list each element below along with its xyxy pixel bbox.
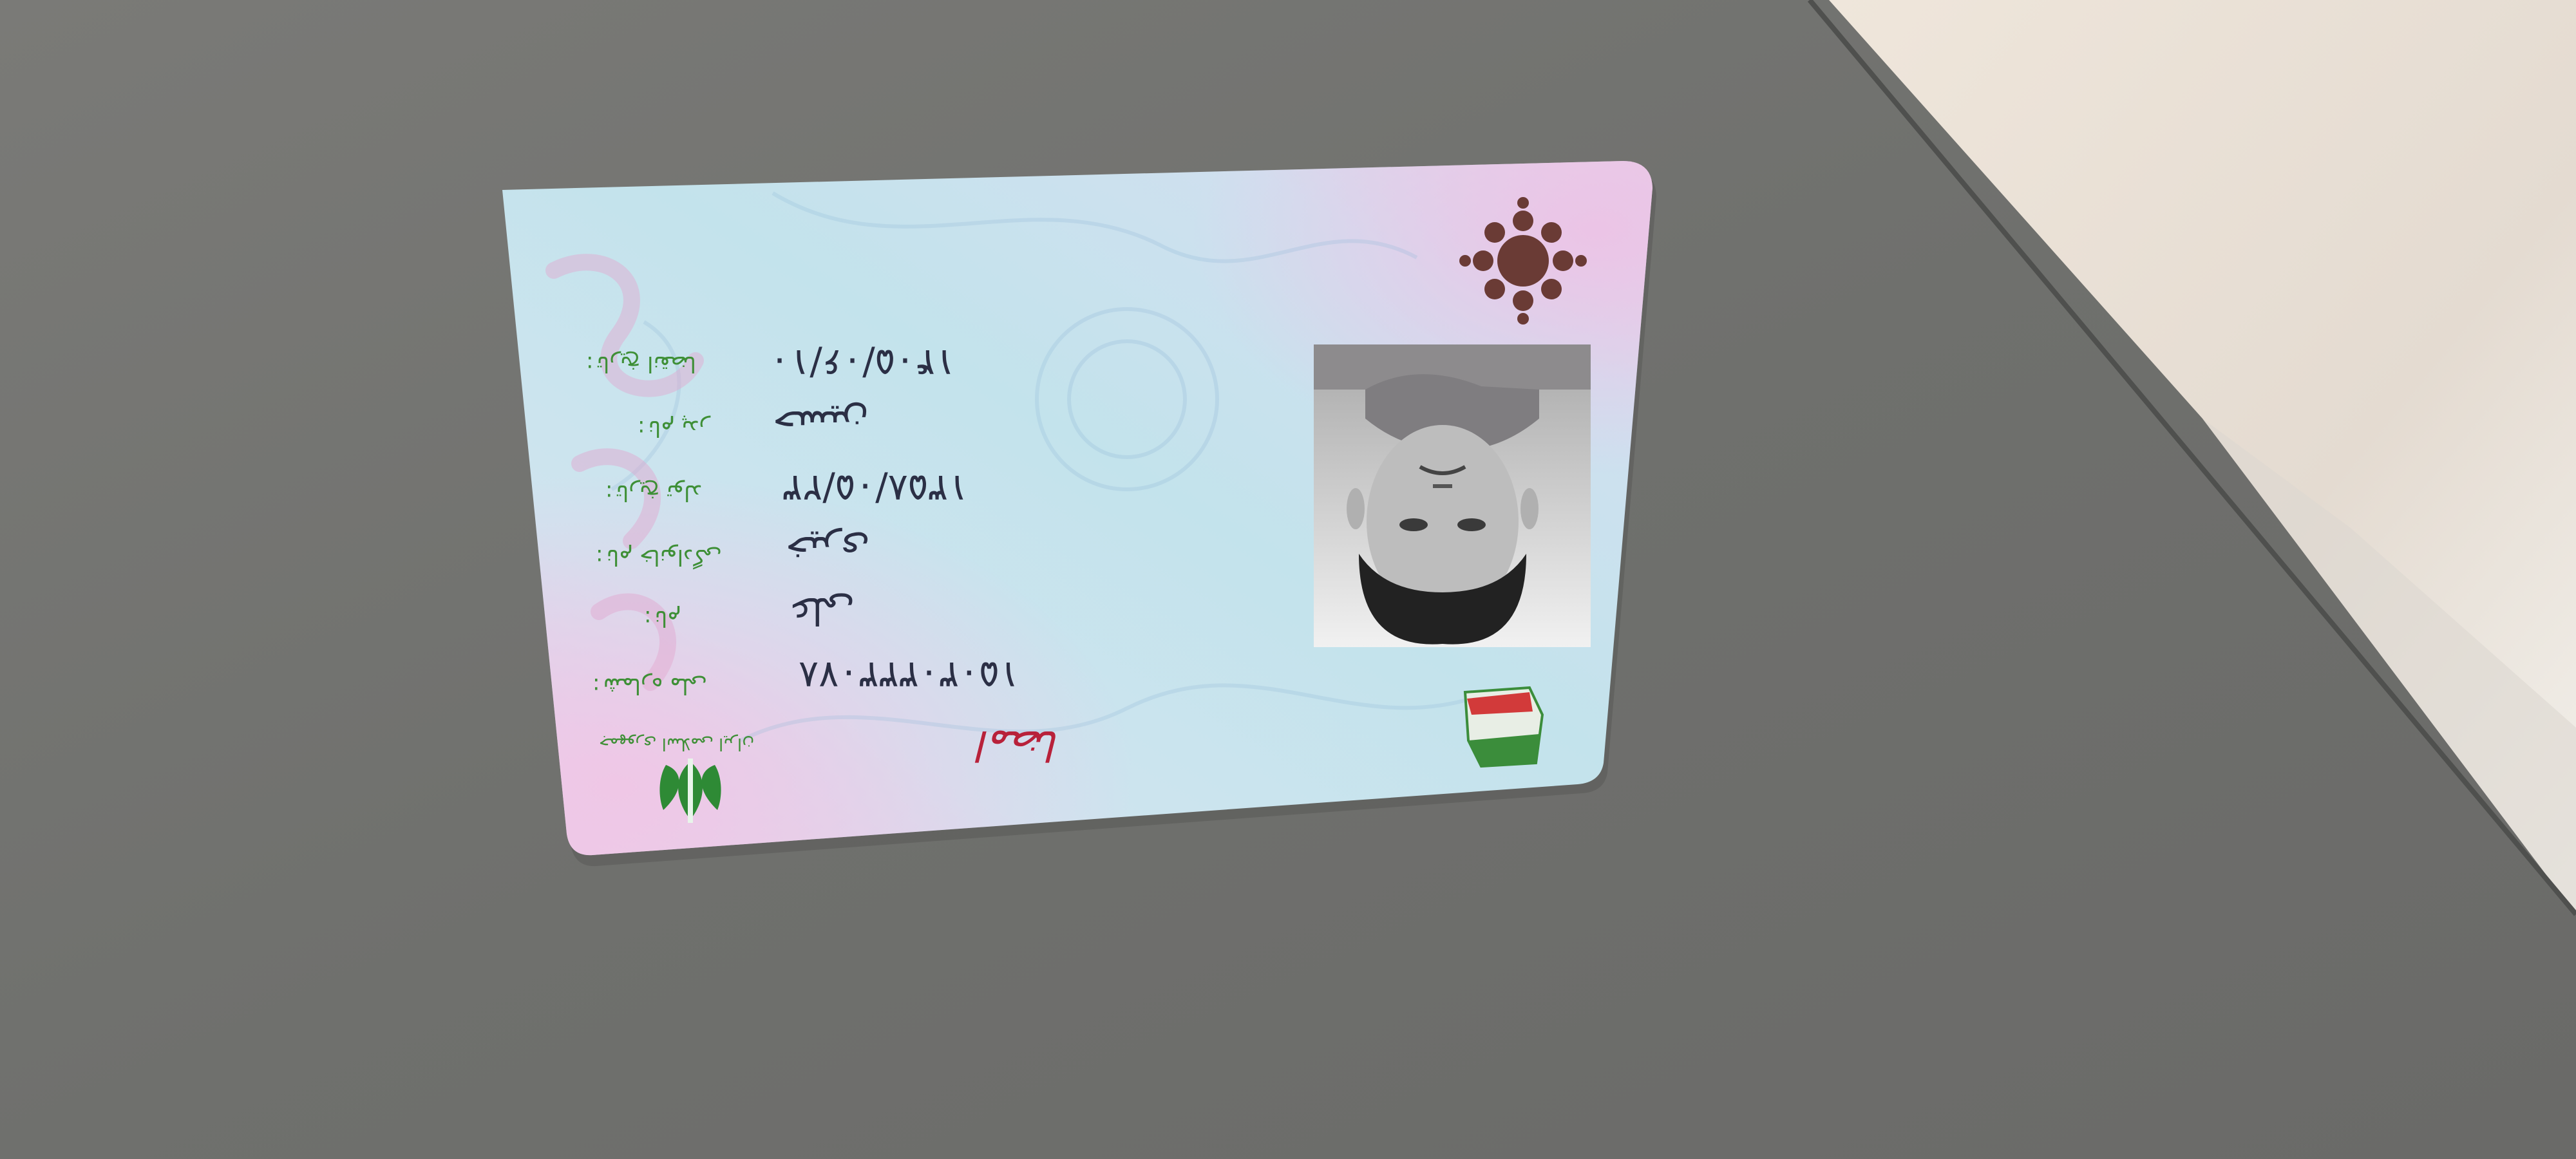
birth-date-label: تاریخ تولد: [616, 480, 703, 505]
field-label-lastname: نام خانوادگی :: [596, 544, 722, 570]
signature-text: امضا: [979, 721, 1061, 769]
iran-map-emblem: [1465, 688, 1542, 766]
field-label-birthdate: تاریخ تولد :: [605, 480, 703, 505]
expiry-date-label: تاریخ انقضا: [596, 351, 696, 377]
father-name-value: حسین: [773, 402, 869, 446]
holder-photo: [1314, 344, 1591, 647]
field-label-expiry: تاریخ انقضا :: [586, 351, 696, 377]
field-label-firstname: نام :: [644, 605, 681, 631]
field-label-national-id: شماره ملی :: [592, 673, 707, 699]
first-name-value: علی: [789, 589, 855, 633]
field-label-father: نام پدر :: [638, 415, 710, 441]
last-name-label: نام خانوادگی: [606, 544, 722, 570]
last-name-value: خیری: [786, 528, 870, 572]
father-name-label: نام پدر: [648, 415, 710, 441]
birth-date-value: ۱۳۵۸/۰۵/۲۳: [782, 467, 969, 511]
national-id-label: شماره ملی: [603, 673, 707, 699]
country-header: جمهوری اسلامی ایران: [599, 734, 755, 753]
expiry-date-value: ۱۴۰۵/۰۶/۱۰: [770, 341, 956, 385]
first-name-label: نام: [654, 605, 681, 631]
national-id-value: ۱۵۰۳۰۳۳۳۰۷۸: [799, 654, 1019, 697]
